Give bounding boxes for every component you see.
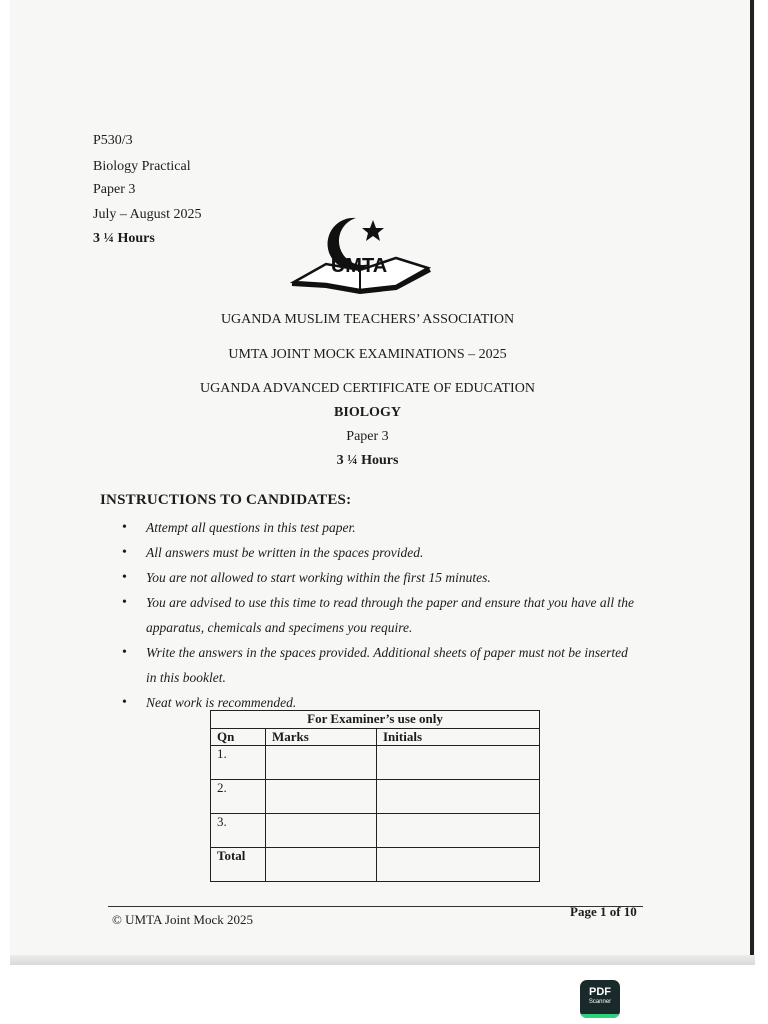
pdf-scanner-badge[interactable] xyxy=(580,980,620,1018)
examiner-table xyxy=(210,710,540,882)
header-initials: Initials xyxy=(377,729,540,746)
paper-code: P530/3 xyxy=(93,133,133,148)
table-row-label: 3. xyxy=(211,814,266,848)
initials-cell xyxy=(377,814,540,848)
initials-cell xyxy=(377,848,540,882)
header-qn: Qn xyxy=(211,729,266,746)
table-row-label: Total xyxy=(211,848,266,882)
subject-line: Biology Practical xyxy=(93,159,191,174)
footer-copyright: © UMTA Joint Mock 2025 xyxy=(112,912,254,927)
date-line: July – August 2025 xyxy=(93,207,202,222)
marks-cell xyxy=(266,780,377,814)
footer-page-number: Page 1 of 10 xyxy=(570,904,637,919)
paper-title: Paper 3 xyxy=(346,429,389,444)
duration-line: 3 ¼ Hours xyxy=(93,231,155,246)
initials-cell xyxy=(377,780,540,814)
instructions-heading: INSTRUCTIONS TO CANDIDATES: xyxy=(100,492,352,508)
table-row-label: 1. xyxy=(211,746,266,780)
crescent-star-book-icon xyxy=(286,212,432,294)
instructions-list xyxy=(120,515,640,715)
paper-line: Paper 3 xyxy=(93,182,136,197)
association-title: UGANDA MUSLIM TEACHERS’ ASSOCIATION xyxy=(220,312,515,327)
badge-line2: Scanner xyxy=(588,999,612,1005)
marks-cell xyxy=(266,848,377,882)
badge-accent-bar xyxy=(580,1014,620,1018)
marks-cell xyxy=(266,746,377,780)
page-bottom-shadow xyxy=(10,955,755,965)
instruction-item: • You are advised to use this time to read through the paper and ensure that you have all the apparatus, chemicals and specimens you require. xyxy=(120,590,640,640)
duration-title: 3 ¼ Hours xyxy=(336,453,399,468)
page-edge xyxy=(750,0,754,965)
marks-cell xyxy=(266,814,377,848)
footer-rule xyxy=(108,906,643,907)
exam-title: UMTA JOINT MOCK EXAMINATIONS – 2025 xyxy=(228,347,507,362)
svg-text:UMTA: UMTA xyxy=(330,255,388,277)
subject-title: BIOLOGY xyxy=(334,405,401,420)
badge-line1: PDF xyxy=(589,986,611,998)
umta-logo xyxy=(286,212,432,294)
examiner-table-title: For Examiner’s use only xyxy=(211,711,540,729)
instruction-item: • Attempt all questions in this test paper. xyxy=(120,515,640,540)
instruction-item: • All answers must be written in the spaces provided. xyxy=(120,540,640,565)
instruction-item: • Neat work is recommended. xyxy=(120,690,640,715)
instruction-item: • You are not allowed to start working within the first 15 minutes. xyxy=(120,565,640,590)
table-row-label: 2. xyxy=(211,780,266,814)
initials-cell xyxy=(377,746,540,780)
certificate-title: UGANDA ADVANCED CERTIFICATE OF EDUCATION xyxy=(200,381,535,396)
header-marks: Marks xyxy=(266,729,377,746)
instruction-item: • Write the answers in the spaces provided. Additional sheets of paper must not be inserted in this booklet. xyxy=(120,640,640,690)
